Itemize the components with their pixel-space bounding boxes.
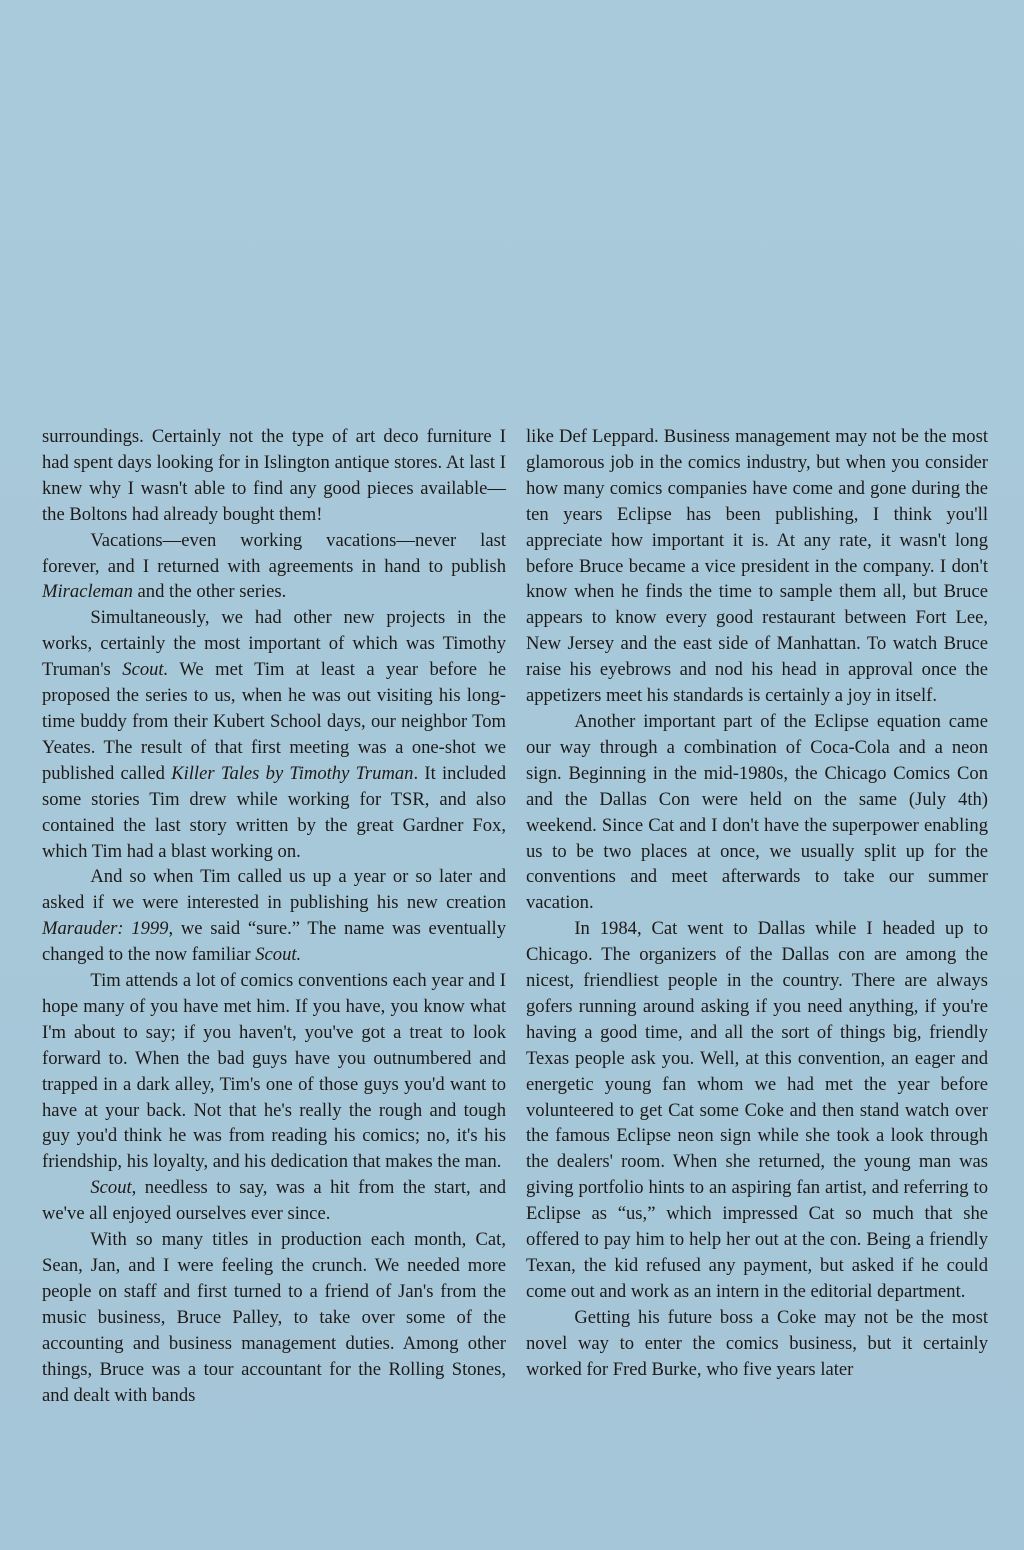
text-run: . It included some stories Tim drew while working for TSR, and also contained the last story written by the great Gardner Fox, which Tim had a blast working on. — [42, 762, 506, 862]
text-run: With so many titles in production each month, Cat, Sean, Jan, and I were feeling the crunch. We needed more people on staff and first turned to a friend of Jan's from the music business, Bruce Palley, to take over some of the accounting and business management duties. Among other things, Bruce was a tour accountant for the Rolling Stones, and dealt with bands — [42, 1229, 506, 1406]
text-run: Getting his future boss a Coke may not be the most novel way to enter the comics business, but it certainly worked for Fred Burke, who five years later — [526, 1306, 988, 1380]
paragraph — [526, 916, 988, 1305]
paragraph — [526, 709, 988, 916]
text-run: In 1984, Cat went to Dallas while I headed up to Chicago. The organizers of the Dallas con are among the nicest, friendliest people in the country. There are always gofers running around asking if you need anything, if you're having a good time, and all the sort of things big, friendly Texas people ask you. Well, at this convention, an eager and energetic young fan whom we had met the year before volunteered to get Cat some Coke and then stand watch over the famous Eclipse neon sign while she took a look through the dealers' room. When she returned, the young man was giving portfolio hints to an aspiring fan artist, and referring to Eclipse as “us,” which impressed Cat so much that she offered to pay him to help her out at the con. Being a friendly Texan, the kid refused any payment, but asked if he could come out and work as an intern in the editorial department. — [526, 918, 988, 1302]
paragraph — [42, 1175, 506, 1227]
paragraph-continuation — [42, 424, 506, 528]
paragraph — [42, 968, 506, 1175]
italic-title: Scout. — [122, 659, 169, 681]
paragraph-continuation — [526, 424, 988, 709]
text-run: and the other series. — [132, 581, 287, 603]
text-run: like Def Leppard. Business management may not be the most glamorous job in the comics industry, but when you consider how many comics companies have come and gone during the ten years Eclipse has been publishing, I think you'll appreciate how important it is. At any rate, it wasn't long before Bruce became a vice president in the company. I don't know when he finds the time to sample them all, but Bruce appears to know every good restaurant between Fort Lee, New Jersey and the east side of Manhattan. To watch Bruce raise his eyebrows and nod his head in approval once the appetizers meet his standards is certainly a joy in itself. — [526, 426, 988, 707]
italic-title: Killer Tales by Timothy Truman — [171, 762, 414, 784]
article-body — [42, 424, 988, 1408]
paragraph — [42, 864, 506, 968]
right-column — [526, 424, 988, 1408]
text-run: , we said “sure.” The name was eventually changed to the now familiar — [42, 918, 506, 966]
italic-title: Scout. — [255, 944, 302, 966]
text-run: , needless to say, was a hit from the start, and we've all enjoyed ourselves ever since. — [42, 1177, 506, 1225]
text-run: We met Tim at least a year before he proposed the series to us, when he was out visiting his long-time buddy from their Kubert School days, our neighbor Tom Yeates. The result of that first meeting was a one-shot we published called — [42, 659, 506, 784]
text-run: Tim attends a lot of comics conventions each year and I hope many of you have met him. If you have, you know what I'm about to say; if you haven't, you've got a treat to look forward to. When the bad guys have you outnumbered and trapped in a dark alley, Tim's one of those guys you'd want to have at your back. Not that he's really the rough and tough guy you'd think he was from reading his comics; no, it's his friendship, his loyalty, and his dedication that makes the man. — [42, 970, 506, 1173]
paragraph — [42, 1227, 506, 1408]
text-run: Vacations—even working vacations—never last forever, and I returned with agreements in hand to publish — [42, 529, 506, 577]
text-run: And so when Tim called us up a year or so later and asked if we were interested in publishing his new creation — [42, 866, 506, 914]
text-run: Simultaneously, we had other new projects in the works, certainly the most important of which was Timothy Truman's — [42, 607, 506, 681]
italic-title: Scout — [90, 1177, 132, 1199]
text-run: surroundings. Certainly not the type of art deco furniture I had spent days looking for in Islington antique stores. At last I knew why I wasn't able to find any good pieces available—the Boltons had already bought them! — [42, 426, 506, 525]
paragraph — [42, 528, 506, 606]
italic-title: Miracleman — [42, 581, 133, 603]
text-run: Another important part of the Eclipse equation came our way through a combination of Coca-Cola and a neon sign. Beginning in the mid-1980s, the Chicago Comics Con and the Dallas Con were held on the same (July 4th) weekend. Since Cat and I don't have the superpower enabling us to be two places at once, we usually split up for the conventions and meet afterwards to take our summer vacation. — [526, 710, 988, 914]
paragraph — [42, 605, 506, 864]
italic-title: Marauder: 1999 — [42, 918, 169, 940]
paragraph — [526, 1305, 988, 1383]
left-column — [42, 424, 506, 1408]
